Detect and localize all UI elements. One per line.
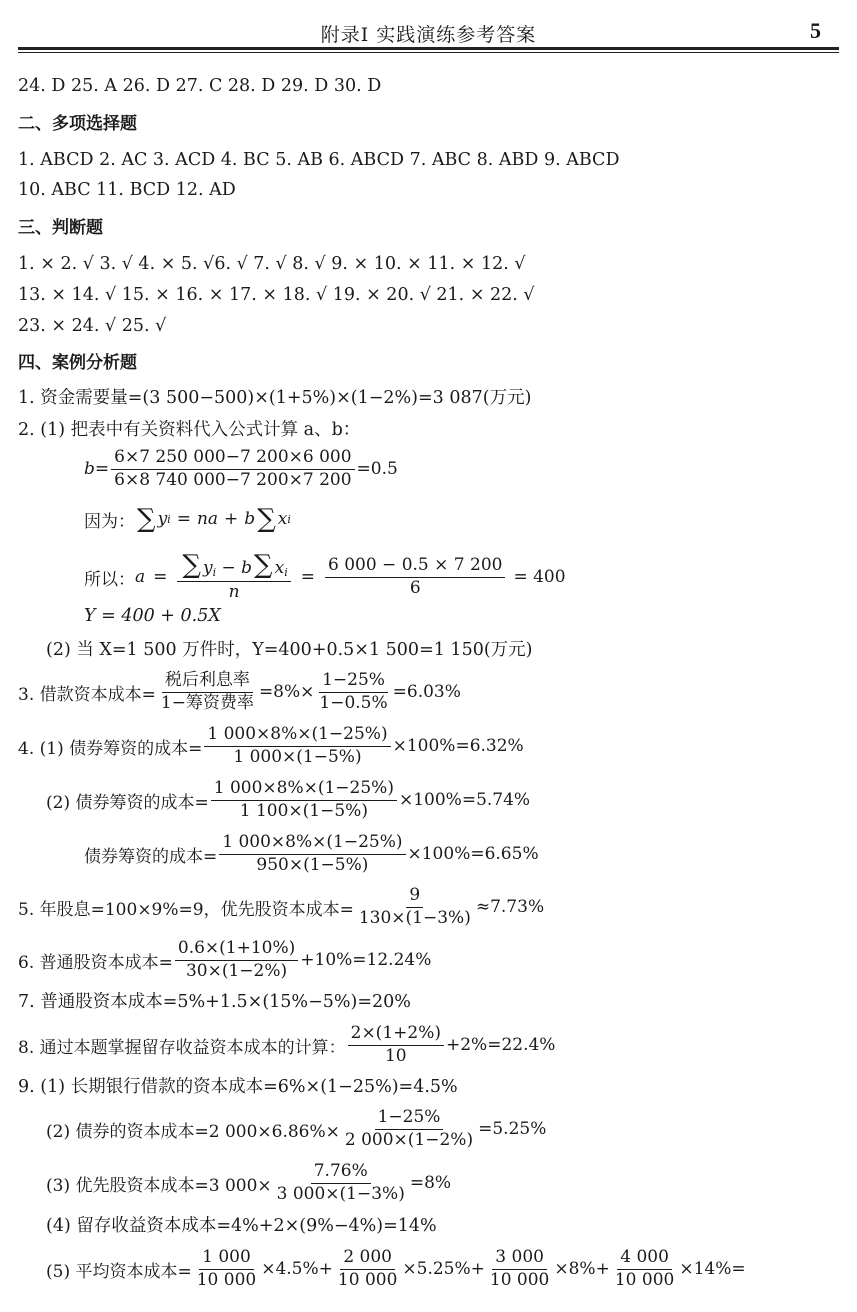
q9-2-result: =5.25% — [478, 1119, 547, 1140]
fraction-numerator: 1−25% — [375, 1108, 444, 1130]
formula-b-lhs: b= — [84, 459, 110, 480]
q4-1-label: 4. (1) 债券筹资的成本= — [18, 738, 203, 759]
q5-result: ≈7.73% — [475, 897, 545, 918]
multiple-choice-line-1: 1. ABCD 2. AC 3. ACD 4. BC 5. AB 6. ABCD 7. ABC 8. ABD 9. ABCD — [18, 150, 620, 170]
formula-a: 所以： a = $\frac{\sum y_i - b\sum x_i}{n}$ = $\frac{6 000 - 0.5 \times 7 200}{6}$ = 400 — [84, 550, 566, 602]
true-false-line-1: 1. × 2. √ 3. √ 4. × 5. √6. √ 7. √ 8. √ 9. × 10. × 11. × 12. √ — [18, 254, 526, 274]
fraction-numerator: 2×(1+2%) — [348, 1024, 444, 1046]
fraction-denominator: 130×(1−3%) — [358, 907, 471, 928]
header-rule-thick — [18, 47, 839, 50]
case-answer-2-part-2: (2) 当 X=1 500 万件时，Y=400+0.5×1 500=1 150(万元) — [46, 640, 533, 660]
fraction-denominator: 1−筹资费率 — [160, 692, 254, 713]
q9-5-fraction-1 — [194, 1248, 259, 1290]
formula-b-fraction — [111, 448, 354, 490]
q9-2-label: (2) 债券的资本成本=2 000×6.86%× — [46, 1121, 340, 1142]
fraction-numerator: 1 000 — [199, 1248, 254, 1270]
q4-2-result: ×100%=5.74% — [398, 790, 531, 811]
fraction-numerator: 1 000×8%×(1−25%) — [219, 833, 405, 855]
fraction-denominator: 950×(1−5%) — [256, 854, 369, 875]
case-answer-7: 7. 普通股资本成本=5%+1.5×(15%−5%)=20% — [18, 992, 411, 1012]
page-number: 5 — [810, 18, 821, 43]
case-answer-9-part-1: 9. (1) 长期银行借款的资本成本=6%×(1−25%)=4.5% — [18, 1077, 458, 1097]
fraction-numerator: 2 000 — [340, 1248, 395, 1270]
q9-5-term-3: ×8%+ — [554, 1259, 610, 1280]
q6-result: +10%=12.24% — [300, 950, 432, 971]
page-header — [18, 0, 839, 46]
q4-1-fraction — [204, 725, 390, 767]
fraction-denominator: 6 — [409, 577, 421, 598]
q9-5-fraction-2 — [335, 1248, 400, 1290]
section-heading-true-false: 三、判断题 — [18, 218, 103, 238]
sum-symbol: ∑ — [257, 504, 276, 534]
case-answer-4-part-1 — [18, 725, 524, 767]
case-answer-4-part-2 — [46, 779, 530, 821]
formula-b-result: =0.5 — [356, 459, 398, 480]
header-title: 附录Ⅰ 实践演练参考答案 — [320, 24, 537, 46]
case-answer-2-intro: 2. (1) 把表中有关资料代入公式计算 a、b： — [18, 420, 361, 440]
fraction-numerator: 1 000×8%×(1−25%) — [204, 725, 390, 747]
q4-2-label: (2) 债券筹资的成本= — [46, 792, 209, 813]
q9-5-fraction-4 — [612, 1248, 677, 1290]
q9-2-fraction — [342, 1108, 476, 1150]
header-rule-thin — [18, 52, 839, 53]
q9-3-label: (3) 优先股资本成本=3 000× — [46, 1175, 272, 1196]
q8-fraction — [348, 1024, 444, 1066]
q9-5-term-4: ×14%= — [679, 1259, 746, 1280]
sum-symbol: ∑ — [137, 504, 156, 534]
q4-3-fraction — [219, 833, 405, 875]
q6-label: 6. 普通股资本成本= — [18, 952, 173, 973]
q4-2-fraction — [211, 779, 397, 821]
true-false-line-3: 23. × 24. √ 25. √ — [18, 316, 167, 336]
fraction-numerator: 7.76% — [311, 1162, 371, 1184]
q6-fraction — [175, 939, 298, 981]
q9-5-label: (5) 平均资本成本= — [46, 1261, 192, 1282]
fraction-numerator: 6×7 250 000−7 200×6 000 — [111, 448, 354, 470]
q3-fraction-2 — [316, 671, 390, 713]
q8-result: +2%=22.4% — [445, 1035, 556, 1056]
formula-a-symbolic-fraction: $\frac{\sum y_i - b\sum x_i}{n}$ — [177, 552, 290, 602]
case-answer-3 — [18, 671, 461, 713]
fraction-denominator: 1−0.5% — [319, 692, 388, 713]
q9-3-fraction — [274, 1162, 408, 1204]
q3-result: =6.03% — [392, 682, 461, 703]
fraction-denominator: 10 000 — [489, 1269, 550, 1290]
formula-b — [84, 448, 398, 490]
case-answer-9-part-5 — [46, 1248, 746, 1290]
fraction-numerator: 税后利息率 — [162, 671, 253, 693]
q4-3-label: 债券筹资的成本= — [84, 846, 218, 867]
case-answer-6 — [18, 939, 431, 981]
q4-3-result: ×100%=6.65% — [407, 844, 539, 865]
fraction-numerator: 6 000 − 0.5 × 7 200 — [325, 556, 505, 578]
q3-label: 3. 借款资本成本= — [18, 684, 156, 705]
fraction-numerator: 4 000 — [617, 1248, 672, 1270]
fraction-denominator: 10 000 — [614, 1269, 675, 1290]
fraction-denominator: 1 100×(1−5%) — [239, 800, 368, 821]
multiple-choice-line-2: 10. ABC 11. BCD 12. AD — [18, 180, 236, 200]
case-answer-1: 1. 资金需要量=(3 500−500)×(1+5%)×(1−2%)=3 087(万元) — [18, 388, 532, 408]
fraction-numerator: 1−25% — [319, 671, 388, 693]
case-answer-9-part-4: (4) 留存收益资本成本=4%+2×(9%−4%)=14% — [46, 1216, 437, 1236]
case-answer-4-part-3 — [84, 833, 539, 875]
fraction-numerator: 9 — [406, 886, 423, 908]
case-answer-9-part-2 — [46, 1108, 546, 1150]
case-answer-5 — [18, 886, 544, 928]
fraction-denominator: 10 000 — [337, 1269, 398, 1290]
single-choice-answers: 24. D 25. A 26. D 27. C 28. D 29. D 30. D — [18, 76, 382, 96]
section-heading-multiple-choice: 二、多项选择题 — [18, 114, 137, 134]
case-answer-8 — [18, 1024, 555, 1066]
q9-5-term-1: ×4.5%+ — [261, 1259, 333, 1280]
q9-3-result: =8% — [409, 1173, 452, 1194]
case-answer-9-part-3 — [46, 1162, 451, 1204]
fraction-denominator: 2 000×(1−2%) — [344, 1129, 474, 1150]
fraction-numerator: 0.6×(1+10%) — [175, 939, 298, 961]
so-label: 所以： — [84, 569, 135, 590]
fraction-numerator: 1 000×8%×(1−25%) — [211, 779, 397, 801]
fraction-denominator: 10 — [384, 1045, 407, 1066]
formula-a-numeric-fraction — [325, 556, 505, 598]
fraction-denominator: 3 000×(1−3%) — [276, 1183, 405, 1204]
q3-middle: =8%× — [258, 682, 315, 703]
q3-fraction-1 — [158, 671, 257, 713]
because-label: 因为： — [84, 511, 135, 532]
q5-label: 5. 年股息=100×9%=9，优先股资本成本= — [18, 899, 354, 920]
fraction-numerator: 3 000 — [492, 1248, 547, 1270]
q4-1-result: ×100%=6.32% — [392, 736, 524, 757]
formula-because: 因为： ∑ y i = na + b ∑ x i — [84, 504, 291, 534]
q9-5-term-2: ×5.25%+ — [402, 1259, 485, 1280]
fraction-denominator: 6×8 740 000−7 200×7 200 — [114, 469, 352, 490]
regression-equation: Y = 400 + 0.5X — [84, 606, 221, 626]
q9-5-fraction-3 — [487, 1248, 552, 1290]
fraction-denominator: 1 000×(1−5%) — [233, 746, 362, 767]
true-false-line-2: 13. × 14. √ 15. × 16. × 17. × 18. √ 19. × 20. √ 21. × 22. √ — [18, 285, 535, 305]
fraction-denominator: 30×(1−2%) — [185, 960, 288, 981]
fraction-denominator: 10 000 — [196, 1269, 257, 1290]
q5-fraction — [356, 886, 474, 928]
formula-a-result: = 400 — [513, 567, 566, 588]
q8-label: 8. 通过本题掌握留存收益资本成本的计算： — [18, 1037, 346, 1058]
section-heading-case-analysis: 四、案例分析题 — [18, 353, 137, 373]
